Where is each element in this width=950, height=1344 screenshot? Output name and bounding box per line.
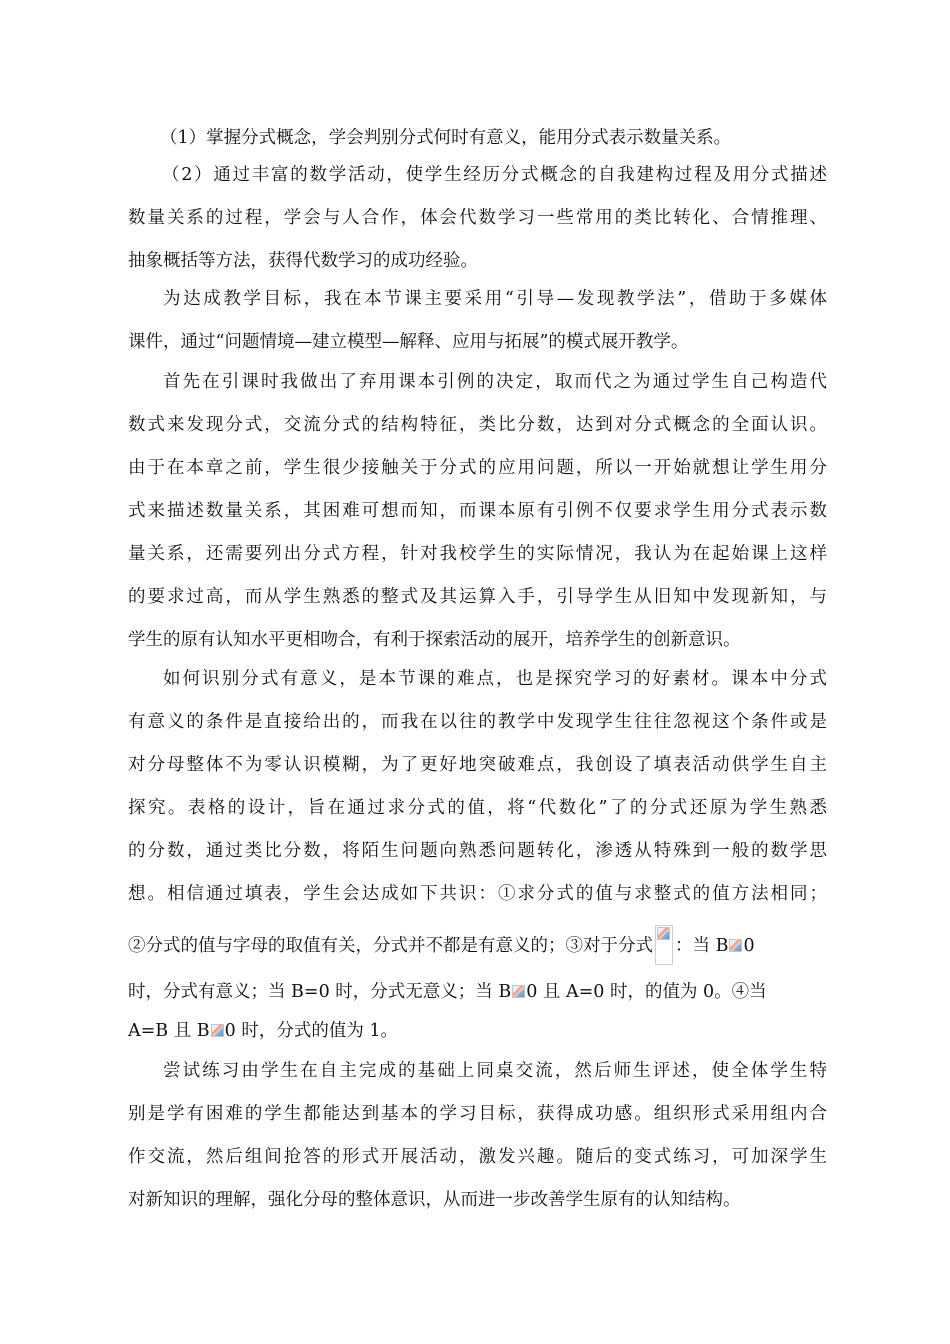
practice-line-2: 别是学有困难的学生都能达到基本的学习目标，获得成功感。组织形式采用组内合	[128, 1104, 827, 1124]
objective-2-line-1: （2）通过丰富的数学活动，使学生经历分式概念的自我建构过程及用分式描述	[162, 165, 827, 185]
broken-image-icon	[657, 927, 670, 940]
intro-line-4: 式来描述数量关系，其困难可想而知，而课本原有引例不仅要求学生用分式表示数	[128, 501, 827, 521]
objective-2-line-2: 数量关系的过程，学会与人合作，体会代数学习一些常用的类比转化、合情推理、	[128, 208, 827, 228]
difficulty-line-4: 探究。表格的设计，旨在通过求分式的值，将“代数化”了的分式还原为学生熟悉	[128, 798, 827, 818]
formula-text: 0 时，分式的值为 1。	[224, 1021, 399, 1041]
not-equal-image-icon	[512, 985, 525, 998]
formula-text: 0 且 A=0 时，的值为 0。④当	[526, 982, 767, 1002]
intro-line-1: 首先在引课时我做出了弃用课本引例的决定，取而代之为通过学生自己构造代	[163, 372, 827, 392]
difficulty-line-2: 有意义的条件是直接给出的，而我在以往的教学中发现学生往往忽视这个条件或是	[128, 712, 827, 732]
objective-1-line: （1）掌握分式概念，学会判别分式何时有意义，能用分式表示数量关系。	[160, 128, 732, 148]
formula-line-3	[128, 1019, 398, 1043]
objective-2-line-3: 抽象概括等方法，获得代数学习的成功经验。	[128, 251, 478, 271]
intro-line-5: 量关系，还需要列出分式方程，针对我校学生的实际情况，我认为在起始课上这样	[128, 544, 827, 564]
formula-line-2	[128, 980, 767, 1004]
method-line-2: 课件，通过“问题情境—建立模型—解释、应用与拓展”的模式展开教学。	[128, 332, 689, 352]
practice-line-4: 对新知识的理解，强化分母的整体意识，从而进一步改善学生原有的认知结构。	[128, 1190, 741, 1210]
formula-text: ②分式的值与字母的取值有关，分式并不都是有意义的；③对于分式	[128, 936, 653, 956]
intro-line-2: 数式来发现分式，交流分式的结构特征，类比分数，达到对分式概念的全面认识。	[128, 415, 827, 435]
difficulty-line-5: 的分数，通过类比分数，将陌生问题向熟悉问题转化，渗透从特殊到一般的数学思	[128, 841, 827, 861]
not-equal-image-icon	[211, 1024, 224, 1037]
difficulty-line-1: 如何识别分式有意义，是本节课的难点，也是探究学习的好素材。课本中分式	[163, 669, 827, 689]
intro-line-7: 学生的原有认知水平更相吻合，有利于探索活动的展开，培养学生的创新意识。	[128, 630, 741, 650]
not-equal-image-icon	[729, 939, 742, 952]
formula-line-1	[128, 925, 755, 965]
practice-line-3: 作交流，然后组间抢答的形式开展活动，激发兴趣。随后的变式练习，可加深学生	[128, 1147, 827, 1167]
fraction-image-icon	[655, 925, 673, 965]
difficulty-line-6: 想。相信通过填表，学生会达成如下共识：①求分式的值与求整式的值方法相同；	[128, 884, 827, 904]
formula-text: 0	[743, 936, 755, 956]
formula-text: 时，分式有意义；当 B=0 时，分式无意义；当 B	[128, 982, 512, 1002]
practice-line-1: 尝试练习由学生在自主完成的基础上同桌交流，然后师生评述，使全体学生特	[163, 1061, 827, 1081]
difficulty-line-3: 对分母整体不为零认识模糊，为了更好地突破难点，我创设了填表活动供学生自主	[128, 755, 827, 775]
formula-text: A=B 且 B	[128, 1021, 210, 1041]
formula-text: ：当 B	[675, 936, 729, 956]
method-line-1: 为达成教学目标，我在本节课主要采用“引导—发现教学法”，借助于多媒体	[163, 289, 827, 309]
intro-line-6: 的要求过高，而从学生熟悉的整式及其运算入手，引导学生从旧知中发现新知，与	[128, 587, 827, 607]
intro-line-3: 由于在本章之前，学生很少接触关于分式的应用问题，所以一开始就想让学生用分	[128, 458, 827, 478]
